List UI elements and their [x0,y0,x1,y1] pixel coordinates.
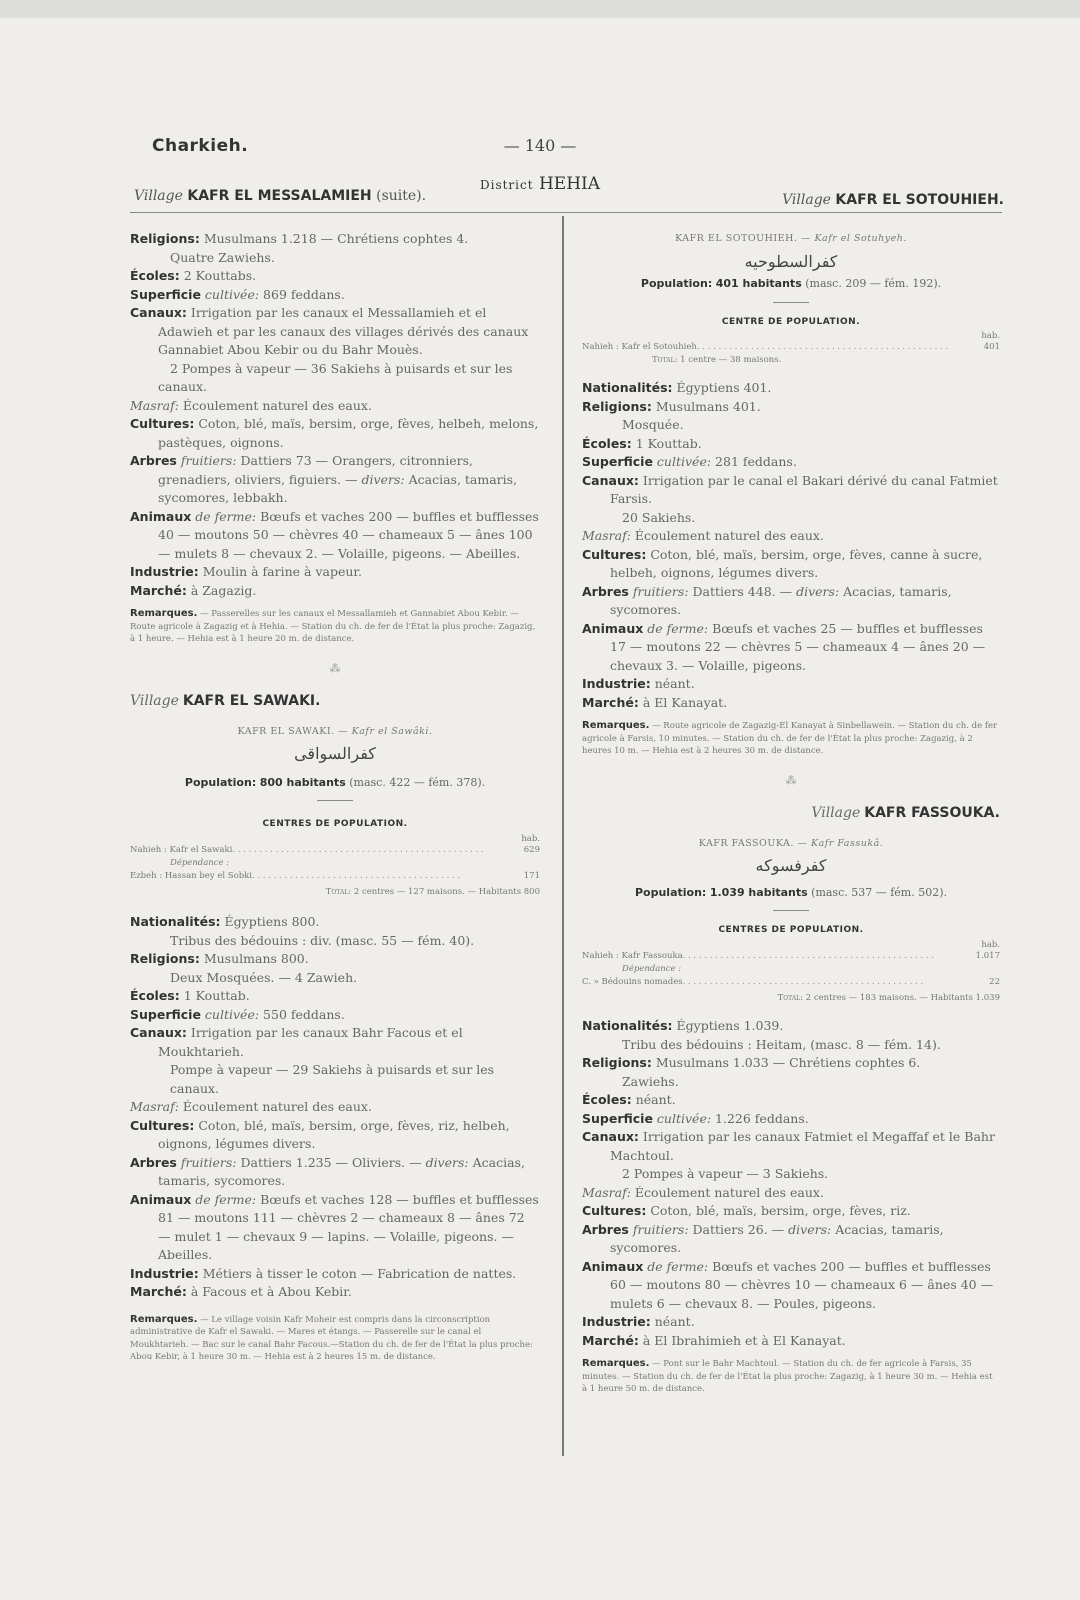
religions-entry: Religions: Musulmans 1.218 — Chrétiens cophtes 4. [130,231,469,246]
left-column [130,230,540,1364]
canaux-detail: 2 Pompes à vapeur — 36 Sakiehs à puisards et sur les canaux. [158,360,513,394]
canaux-entry: Canaux: Irrigation par les canaux Bahr Facous et el Moukhtarieh. [130,1025,463,1059]
arabic-name: كفرالسطوحيه [744,251,838,271]
marche-entry: Marché: à El Ibrahimieh et à El Kanayat. [582,1332,846,1348]
canaux-detail: 2 Pompes à vapeur — 3 Sakiehs. [622,1166,829,1181]
total-row: Total: 2 centres — 127 maisons. — Habitants 800 [325,886,540,897]
canaux-detail: 20 Sakiehs. [622,509,696,525]
nationalites-entry: Nationalités: Égyptiens 1.039. [582,1018,784,1033]
district-name: HEHIA [538,174,601,194]
village-subtitle: KAFR EL SAWAKI. — Kafr el Sawâki. [237,725,433,737]
religions-entry: Religions: Musulmans 800. [130,951,309,966]
village-word: Village [782,192,831,208]
section-separator: ⁂ [329,661,341,675]
population-entry: Population: 1.039 habitants (masc. 537 — fém. 502). [634,885,948,899]
running-head-right [782,192,1004,208]
superficie-entry: Superficie cultivée: 1.226 feddans. [582,1110,809,1126]
remarques-entry: Remarques. — Pont sur le Bahr Machtoul. — Station du ch. de fer agricole à Farsis, 35 minutes. — Station du ch. de fer de l'État la plus proche: Zagazig, à 1 heure 30 m. — Hehia est à 1 heure 50 m. de distance. [582,1358,993,1394]
masraf-entry: Masraf: Écoulement naturel des eaux. [582,528,824,543]
short-rule [773,910,809,911]
cultures-entry: Cultures: Coton, blé, maïs, bersim, orge, fèves, helbeh, melons, pastèques, oignons. [130,416,539,450]
arbres-entry: Arbres fruitiers: Dattiers 448. — divers: Acacias, tamaris, sycomores. [582,583,952,617]
remarques-entry: Remarques. — Route agricole de Zagazig-El Kanayat à Sinbellawein. — Station du ch. de fer agricole à Farsis, 10 minutes. — Station du ch. de fer de l'État la plus proche: Zagazig, à 2 heures 10 m. — Hehia est à 2 heures 30 m. de distance. [582,720,998,756]
canaux-detail: Pompe à vapeur — 29 Sakiehs à puisards et sur les canaux. [170,1062,495,1096]
table-row: Dépendance : [622,963,682,974]
hab-label: hab. [981,939,1000,950]
population-entry: Population: 401 habitants (masc. 209 — fém. 192). [640,277,942,290]
arbres-entry: Arbres fruitiers: Dattiers 1.235 — Oliviers. — divers: Acacias, tamaris, sycomores. [130,1154,525,1188]
population-entry: Population: 800 habitants (masc. 422 — fém. 378). [184,775,486,789]
remarques-entry: Remarques. — Passerelles sur les canaux el Messallamieh et Gannabiet Abou Kebir. — Route agricole à Zagazig et à Hehia. — Station du ch. de fer de l'État la plus proche: Zagazig, à 1 heure. — Hehia est à 1 heure 20 m. de distance. [130,608,536,644]
cultures-entry: Cultures: Coton, blé, maïs, bersim, orge, fèves, canne à sucre, helbeh, oignons, légumes divers. [582,546,983,580]
short-rule [317,800,353,801]
superficie-entry: Superficie cultivée: 281 feddans. [582,454,797,469]
religions-detail: Quatre Zawiehs. [170,249,275,265]
running-head-left [134,188,426,204]
village-subtitle: KAFR FASSOUKA. — Kafr Fassukâ. [698,837,884,849]
arbres-entry: Arbres fruitiers: Dattiers 73 — Orangers, citronniers, grenadiers, oliviers, figuiers. — divers: Acacias, tamaris, sycomores, lebbakh. [130,453,518,505]
hab-label: hab. [521,833,540,844]
district-word: District [479,178,534,192]
animaux-entry: Animaux de ferme: Bœufs et vaches 200 — buffles et bufflesses 60 — moutons 80 — chèvres 10 — chameaux 6 — ânes 40 — mulets 6 — chevaux 8. — Poules, pigeons. [582,1258,994,1311]
centres-title: CENTRES DE POPULATION. [718,925,864,935]
village-name: KAFR EL MESSALAMIEH [187,188,372,204]
cultures-entry: Cultures: Coton, blé, maïs, bersim, orge, fèves, riz, helbeh, oignons, légumes divers. [130,1117,510,1151]
nationalites-entry: Nationalités: Égyptiens 401. [582,380,772,395]
column-divider [562,216,564,1456]
section-separator: ⁂ [785,773,797,787]
village-subtitle: KAFR EL SOTOUHIEH. — Kafr el Sotuhyeh. [675,233,907,244]
superficie-entry: Superficie cultivée: 869 feddans. [130,286,345,302]
animaux-entry: Animaux de ferme: Bœufs et vaches 25 — buffles et bufflesses 17 — moutons 22 — chèvres 5 — chameaux 4 — ânes 20 — chevaux 3. — Volaille, pigeons. [582,620,986,673]
header-rule [130,212,1002,213]
right-column [582,230,1000,1396]
religions-detail: Deux Mosquées. — 4 Zawieh. [170,969,358,985]
village-suffix: (suite). [376,188,427,204]
religions-detail: Mosquée. [622,417,684,432]
ecoles-entry: Écoles: 1 Kouttab. [582,435,702,451]
arabic-name: كفرالسواقى [294,744,376,763]
table-row: Nahieh : Kafr el Sawaki . . . . . . . . . . . . . . . . . . . . . . . . . . . . . . . . . . . . . . . . . . . . . . . 629 [130,844,540,855]
short-rule [773,302,809,303]
industrie-entry: Industrie: Métiers à tisser le coton — Fabrication de nattes. [130,1265,517,1281]
marche-entry: Marché: à Facous et à Abou Kebir. [130,1284,352,1299]
total-row: Total : 1 centre — 38 maisons. [652,355,782,365]
arabic-name: كفرفسوكه [755,856,827,875]
marche-entry: Marché: à Zagazig. [130,582,257,598]
centres-title: CENTRE DE POPULATION. [721,316,861,327]
ecoles-entry: Écoles: 1 Kouttab. [130,988,250,1003]
religions-detail: Zawiehs. [622,1073,679,1089]
masraf-entry: Masraf: Écoulement naturel des eaux. [130,1099,372,1114]
village-name: KAFR EL SOTOUHIEH. [835,192,1004,208]
nationalites-detail: Tribu des bédouins : Heitam, (masc. 8 — fém. 14). [622,1036,941,1052]
table-row: Dépendance : [170,857,230,868]
ecoles-entry: Écoles: 2 Kouttabs. [130,268,257,283]
cultures-entry: Cultures: Coton, blé, maïs, bersim, orge, fèves, riz. [582,1203,911,1218]
industrie-entry: Industrie: Moulin à farine à vapeur. [130,564,362,579]
industrie-entry: Industrie: néant. [582,676,695,691]
nationalites-detail: Tribus des bédouins : div. (masc. 55 — fém. 40). [170,932,475,948]
canaux-entry: Canaux: Irrigation par les canaux el Messallamieh et el Adawieh et par les canaux des villages dérivés des canaux Gannabiet Abou Kebir ou du Bahr Mouès. [130,305,529,357]
table-row: Nahieh : Kafr el Sotouhieh . . . . . . . . . . . . . . . . . . . . . . . . . . . . . . . . . . . . . . . . . . . . . . . 401 [582,342,1000,352]
table-row: C. » Bédouins nomades . . . . . . . . . . . . . . . . . . . . . . . . . . . . . . . . . . . . . . . . . . . . . 22 [582,976,1000,987]
village-title: Village KAFR FASSOUKA. [811,805,1000,821]
masraf-entry: Masraf: Écoulement naturel des eaux. [130,397,372,413]
centres-title: CENTRES DE POPULATION. [262,819,408,829]
village-word: Village [134,188,183,204]
marche-entry: Marché: à El Kanayat. [582,694,728,710]
animaux-entry: Animaux de ferme: Bœufs et vaches 128 — buffles et bufflesses 81 — moutons 111 — chèvres 2 — chameaux 8 — ânes 72 — mulet 1 — chevaux 9 — lapins. — Volaille, pigeons. — Abeilles. [130,1191,539,1262]
arbres-entry: Arbres fruitiers: Dattiers 26. — divers: Acacias, tamaris, sycomores. [582,1221,944,1255]
canaux-entry: Canaux: Irrigation par le canal el Bakari dérivé du canal Fatmiet Farsis. [582,472,998,506]
village-title: Village KAFR EL SAWAKI. [130,693,321,709]
remarques-entry: Remarques. — Le village voisin Kafr Moheir est compris dans la circonscription administrative de Kafr el Sawaki. — Mares et étangs. — Passerelle sur le canal el Moukhtarieh. — Bac sur le canal Bahr Facous.—Station du ch. de fer de l'État la plus proche: Abou Kebir, à 1 heure 30 m. — Hehia est à 2 heures 15 m. de distance. [130,1313,533,1362]
canaux-entry: Canaux: Irrigation par les canaux Fatmiet el Megaffaf et le Bahr Machtoul. [582,1129,995,1163]
nationalites-entry: Nationalités: Égyptiens 800. [130,914,320,929]
religions-entry: Religions: Musulmans 401. [582,398,761,414]
province-title: Charkieh. [152,136,249,156]
hab-label: hab. [981,331,1000,341]
table-row: Nahieh : Kafr Fassouka . . . . . . . . . . . . . . . . . . . . . . . . . . . . . . . . . . . . . . . . . . . . . . . 1.017 [582,950,1000,961]
masraf-entry: Masraf: Écoulement naturel des eaux. [582,1184,824,1200]
total-row: Total: 2 centres — 183 maisons. — Habitants 1.039 [777,992,1000,1003]
religions-entry: Religions: Musulmans 1.033 — Chrétiens cophtes 6. [582,1055,921,1070]
animaux-entry: Animaux de ferme: Bœufs et vaches 200 — buffles et bufflesses 40 — moutons 50 — chèvres 40 — chameaux 5 — ânes 100 — mulets 8 — chevaux 2. — Volaille, pigeons. — Abeilles. [130,508,539,561]
superficie-entry: Superficie cultivée: 550 feddans. [130,1006,345,1022]
industrie-entry: Industrie: néant. [582,1314,695,1329]
ecoles-entry: Écoles: néant. [582,1092,676,1107]
table-row: Ezbeh : Hassan bey el Sobki . . . . . . . . . . . . . . . . . . . . . . . . . . . . . . . . . . . . . . . 171 [130,870,540,881]
page-number: — 140 — [503,136,577,155]
